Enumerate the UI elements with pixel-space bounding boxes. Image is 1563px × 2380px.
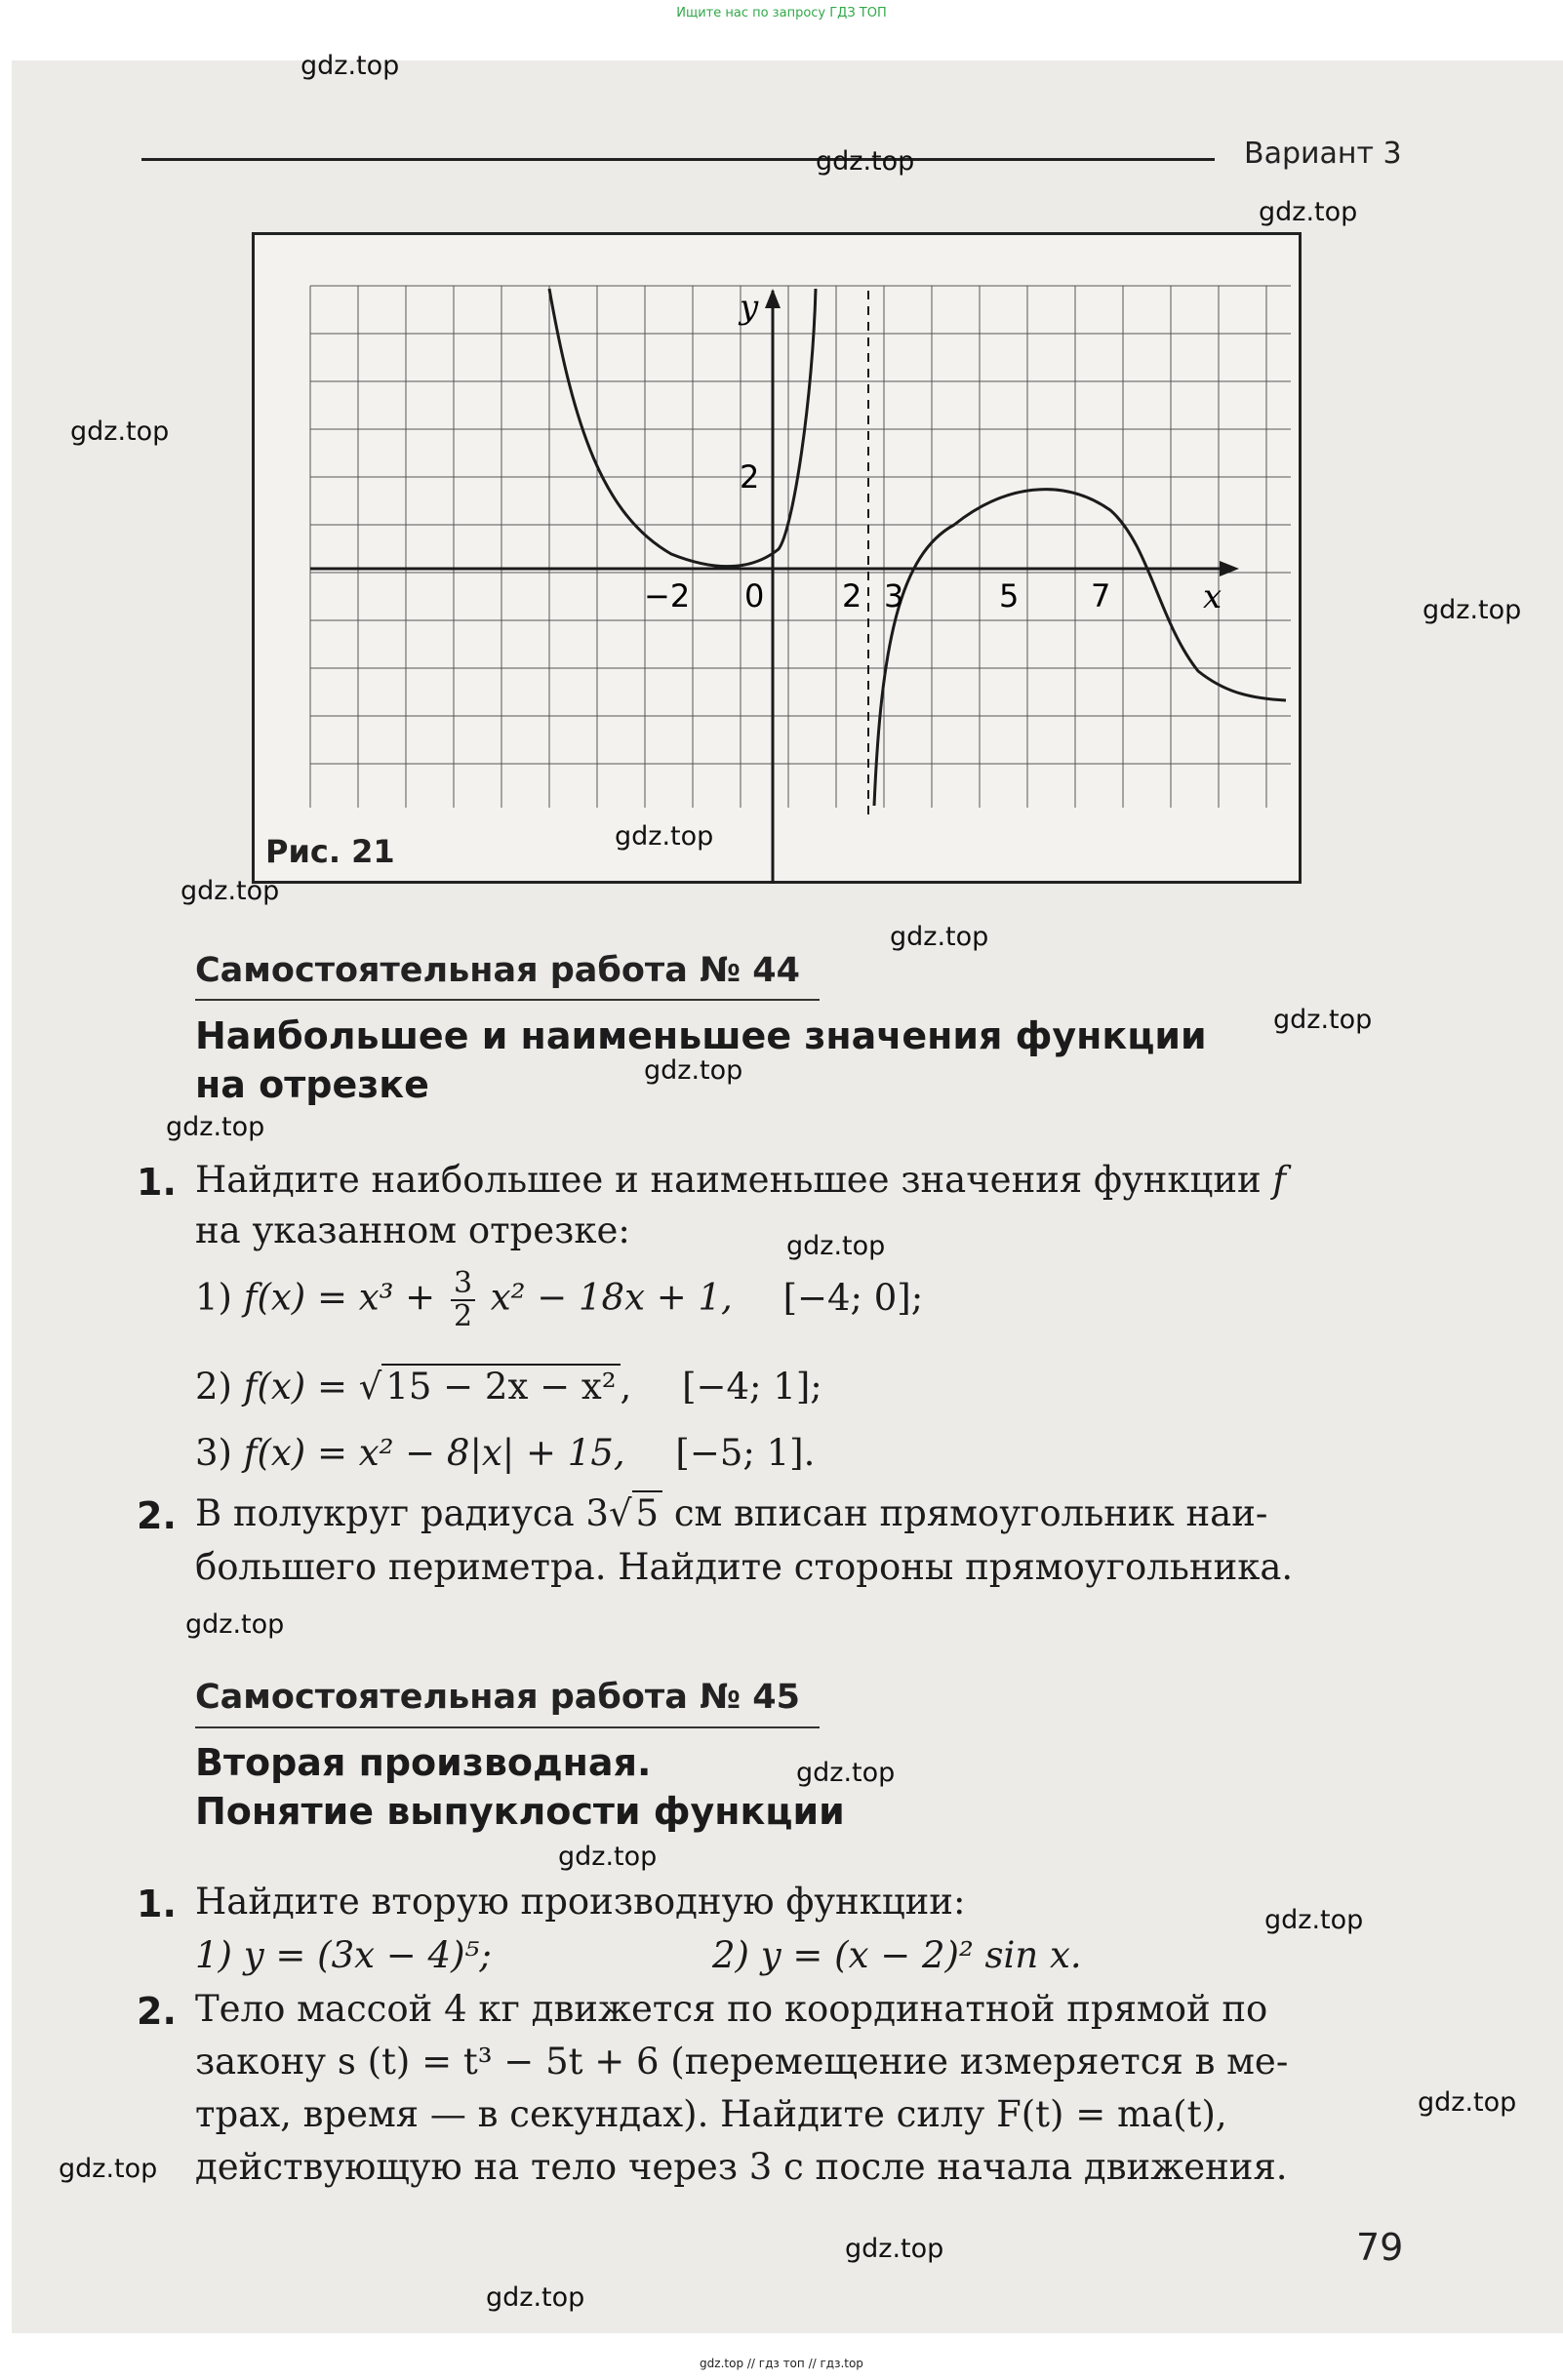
work44-item2 xyxy=(195,1366,822,1408)
watermark: gdz.top xyxy=(301,51,400,81)
y-axis-arrow xyxy=(765,289,781,308)
work45-task1-line1: Найдите вторую производную функции: xyxy=(195,1881,966,1923)
work45-task2-line4: действующую на тело через 3 с после начала движения. xyxy=(195,2146,1288,2188)
top-banner: Ищите нас по запросу ГДЗ ТОП xyxy=(676,6,887,20)
watermark: gdz.top xyxy=(70,416,170,447)
work45-task2-line3: трах, время — в секундах). Найдите силу F(t) = ma(t), xyxy=(195,2093,1227,2135)
item3-label: 3) xyxy=(195,1432,232,1474)
work44-task1-line2: на указанном отрезке: xyxy=(195,1210,630,1251)
watermark: gdz.top xyxy=(816,146,915,177)
work44-task1-text: Найдите наибольшее и наименьшее значения функции xyxy=(195,1159,1262,1201)
graph-grid xyxy=(310,286,1291,808)
sqrt-sign-2: √ xyxy=(608,1492,632,1534)
work44-task1-fvar: f xyxy=(1272,1159,1287,1201)
variant-label: Вариант 3 xyxy=(1244,137,1402,171)
watermark: gdz.top xyxy=(890,922,989,952)
work44-task2-number: 2. xyxy=(137,1494,177,1537)
work45-subtitle-2: Понятие выпуклости функции xyxy=(195,1790,845,1833)
watermark: gdz.top xyxy=(558,1842,658,1872)
work44-task2-line2: большего периметра. Найдите стороны прямоугольника. xyxy=(195,1546,1294,1588)
work45-item2 xyxy=(712,1934,1082,1976)
item1-rhs: x² − 18x + 1, xyxy=(490,1276,733,1319)
figure-caption: Рис. 21 xyxy=(265,833,395,870)
work44-item1 xyxy=(195,1268,923,1332)
work44-subtitle-1: Наибольшее и наименьшее значения функции xyxy=(195,1014,1207,1057)
tick-minus-two: −2 xyxy=(644,577,691,615)
watermark: gdz.top xyxy=(166,1112,265,1142)
x-axis-label: x xyxy=(1203,577,1222,616)
work45-subtitle-1: Вторая производная. xyxy=(195,1741,652,1784)
work45-task2-number: 2. xyxy=(137,1990,177,2033)
watermark: gdz.top xyxy=(1264,1905,1364,1935)
item3-interval: [−5; 1]. xyxy=(675,1432,816,1474)
tick-five: 5 xyxy=(999,577,1020,615)
work45-item2-expr: 2) y = (x − 2)² sin x. xyxy=(712,1934,1082,1976)
watermark: gdz.top xyxy=(845,2234,944,2264)
work45-task2-line2: закону s (t) = t³ − 5t + 6 (перемещение измеряется в ме- xyxy=(195,2041,1289,2082)
item2-tail: , xyxy=(620,1366,632,1408)
tick-two: 2 xyxy=(842,577,862,615)
tick-seven: 7 xyxy=(1091,577,1111,615)
y-axis-label: y xyxy=(740,288,759,327)
work44-task1-number: 1. xyxy=(137,1161,177,1204)
bottom-banner: gdz.top // гдз топ // гдз.top xyxy=(700,2357,863,2370)
tick-y-two: 2 xyxy=(740,458,760,496)
watermark: gdz.top xyxy=(786,1231,886,1261)
tick-zero: 0 xyxy=(744,577,765,615)
watermark: gdz.top xyxy=(644,1055,743,1086)
work44-title-rule xyxy=(195,999,820,1001)
work45-title: Самостоятельная работа № 45 xyxy=(195,1678,801,1717)
watermark: gdz.top xyxy=(486,2282,585,2313)
work45-task1-number: 1. xyxy=(137,1883,177,1925)
task2-radicand: 5 xyxy=(632,1490,663,1534)
function-graph xyxy=(252,232,1302,884)
task2-text-b: см вписан прямоугольник наи- xyxy=(673,1492,1268,1534)
tick-three: 3 xyxy=(884,577,904,615)
fraction-numerator: 3 xyxy=(451,1268,475,1301)
work45-task2-line1: Тело массой 4 кг движется по координатной прямой по xyxy=(195,1988,1268,2030)
work44-item3 xyxy=(195,1432,815,1474)
item3-expr: f(x) = x² − 8|x| + 15, xyxy=(243,1432,625,1474)
work44-subtitle-2: на отрезке xyxy=(195,1063,429,1106)
x-axis-arrow xyxy=(1220,561,1239,576)
watermark: gdz.top xyxy=(1273,1005,1373,1035)
item1-lhs: f(x) = x³ + xyxy=(243,1276,436,1319)
watermark: gdz.top xyxy=(59,2154,158,2184)
watermark: gdz.top xyxy=(615,821,714,852)
work44-title: Самостоятельная работа № 44 xyxy=(195,951,801,990)
work45-item1-expr: 1) y = (3x − 4)⁵; xyxy=(195,1934,492,1976)
watermark: gdz.top xyxy=(1259,197,1358,227)
work45-title-rule xyxy=(195,1726,820,1728)
task2-text-a: В полукруг радиуса 3 xyxy=(195,1492,609,1534)
fraction-denominator: 2 xyxy=(453,1299,473,1333)
watermark: gdz.top xyxy=(180,876,280,906)
item2-label: 2) xyxy=(195,1366,232,1408)
item2-radicand: 15 − 2x − x² xyxy=(381,1364,620,1408)
watermark: gdz.top xyxy=(796,1758,896,1788)
page-number: 79 xyxy=(1356,2226,1404,2269)
item2-interval: [−4; 1]; xyxy=(682,1366,822,1408)
item1-fraction xyxy=(451,1268,475,1332)
right-curve xyxy=(874,490,1286,806)
work44-task2-line1 xyxy=(195,1492,1267,1534)
header-rule xyxy=(141,158,1215,161)
sqrt-sign: √ xyxy=(358,1366,382,1408)
item1-label: 1) xyxy=(195,1276,232,1319)
watermark: gdz.top xyxy=(185,1609,285,1640)
work44-task1-line1 xyxy=(195,1159,1286,1201)
item2-lhs: f(x) = xyxy=(243,1366,347,1408)
watermark: gdz.top xyxy=(1418,2087,1517,2118)
watermark: gdz.top xyxy=(1423,595,1522,625)
work45-item1 xyxy=(195,1934,492,1976)
item1-interval: [−4; 0]; xyxy=(782,1276,924,1319)
